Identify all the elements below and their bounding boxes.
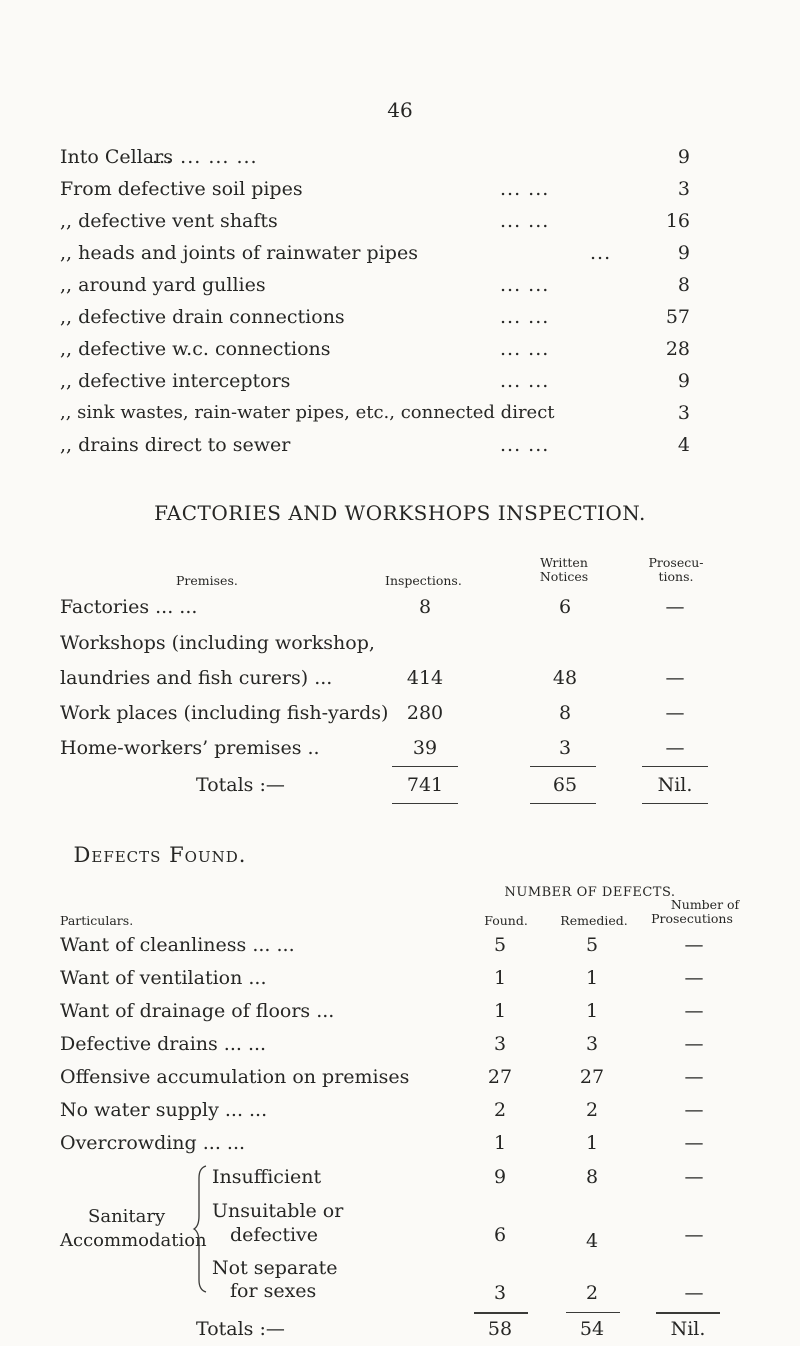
factories-title: FACTORIES AND WORKSHOPS INSPECTION. — [154, 501, 646, 525]
divider — [392, 766, 458, 767]
brace-icon — [192, 1164, 210, 1294]
divider — [530, 766, 596, 767]
divider — [566, 1312, 620, 1313]
header-particulars: Particulars. — [60, 913, 134, 928]
defects-title: Defects Found. — [73, 843, 247, 867]
header-inspections: Inspections. — [385, 573, 462, 588]
header-prosecutions: Prosecu- tions. — [648, 555, 704, 585]
divider — [642, 766, 708, 767]
divider — [656, 1312, 720, 1314]
header-remedied: Remedied. — [560, 913, 628, 928]
divider — [530, 803, 596, 804]
header-found: Found. — [484, 913, 528, 928]
page-number: 46 — [387, 98, 413, 122]
header-premises: Premises. — [176, 573, 238, 588]
divider — [474, 1312, 528, 1314]
header-written-notices: Written Notices — [539, 555, 589, 585]
defects-group-header: NUMBER OF DEFECTS. — [504, 885, 676, 900]
divider — [392, 803, 458, 804]
divider — [642, 803, 708, 804]
header-number-of-prosecutions: Number of Prosecutions — [651, 897, 740, 927]
